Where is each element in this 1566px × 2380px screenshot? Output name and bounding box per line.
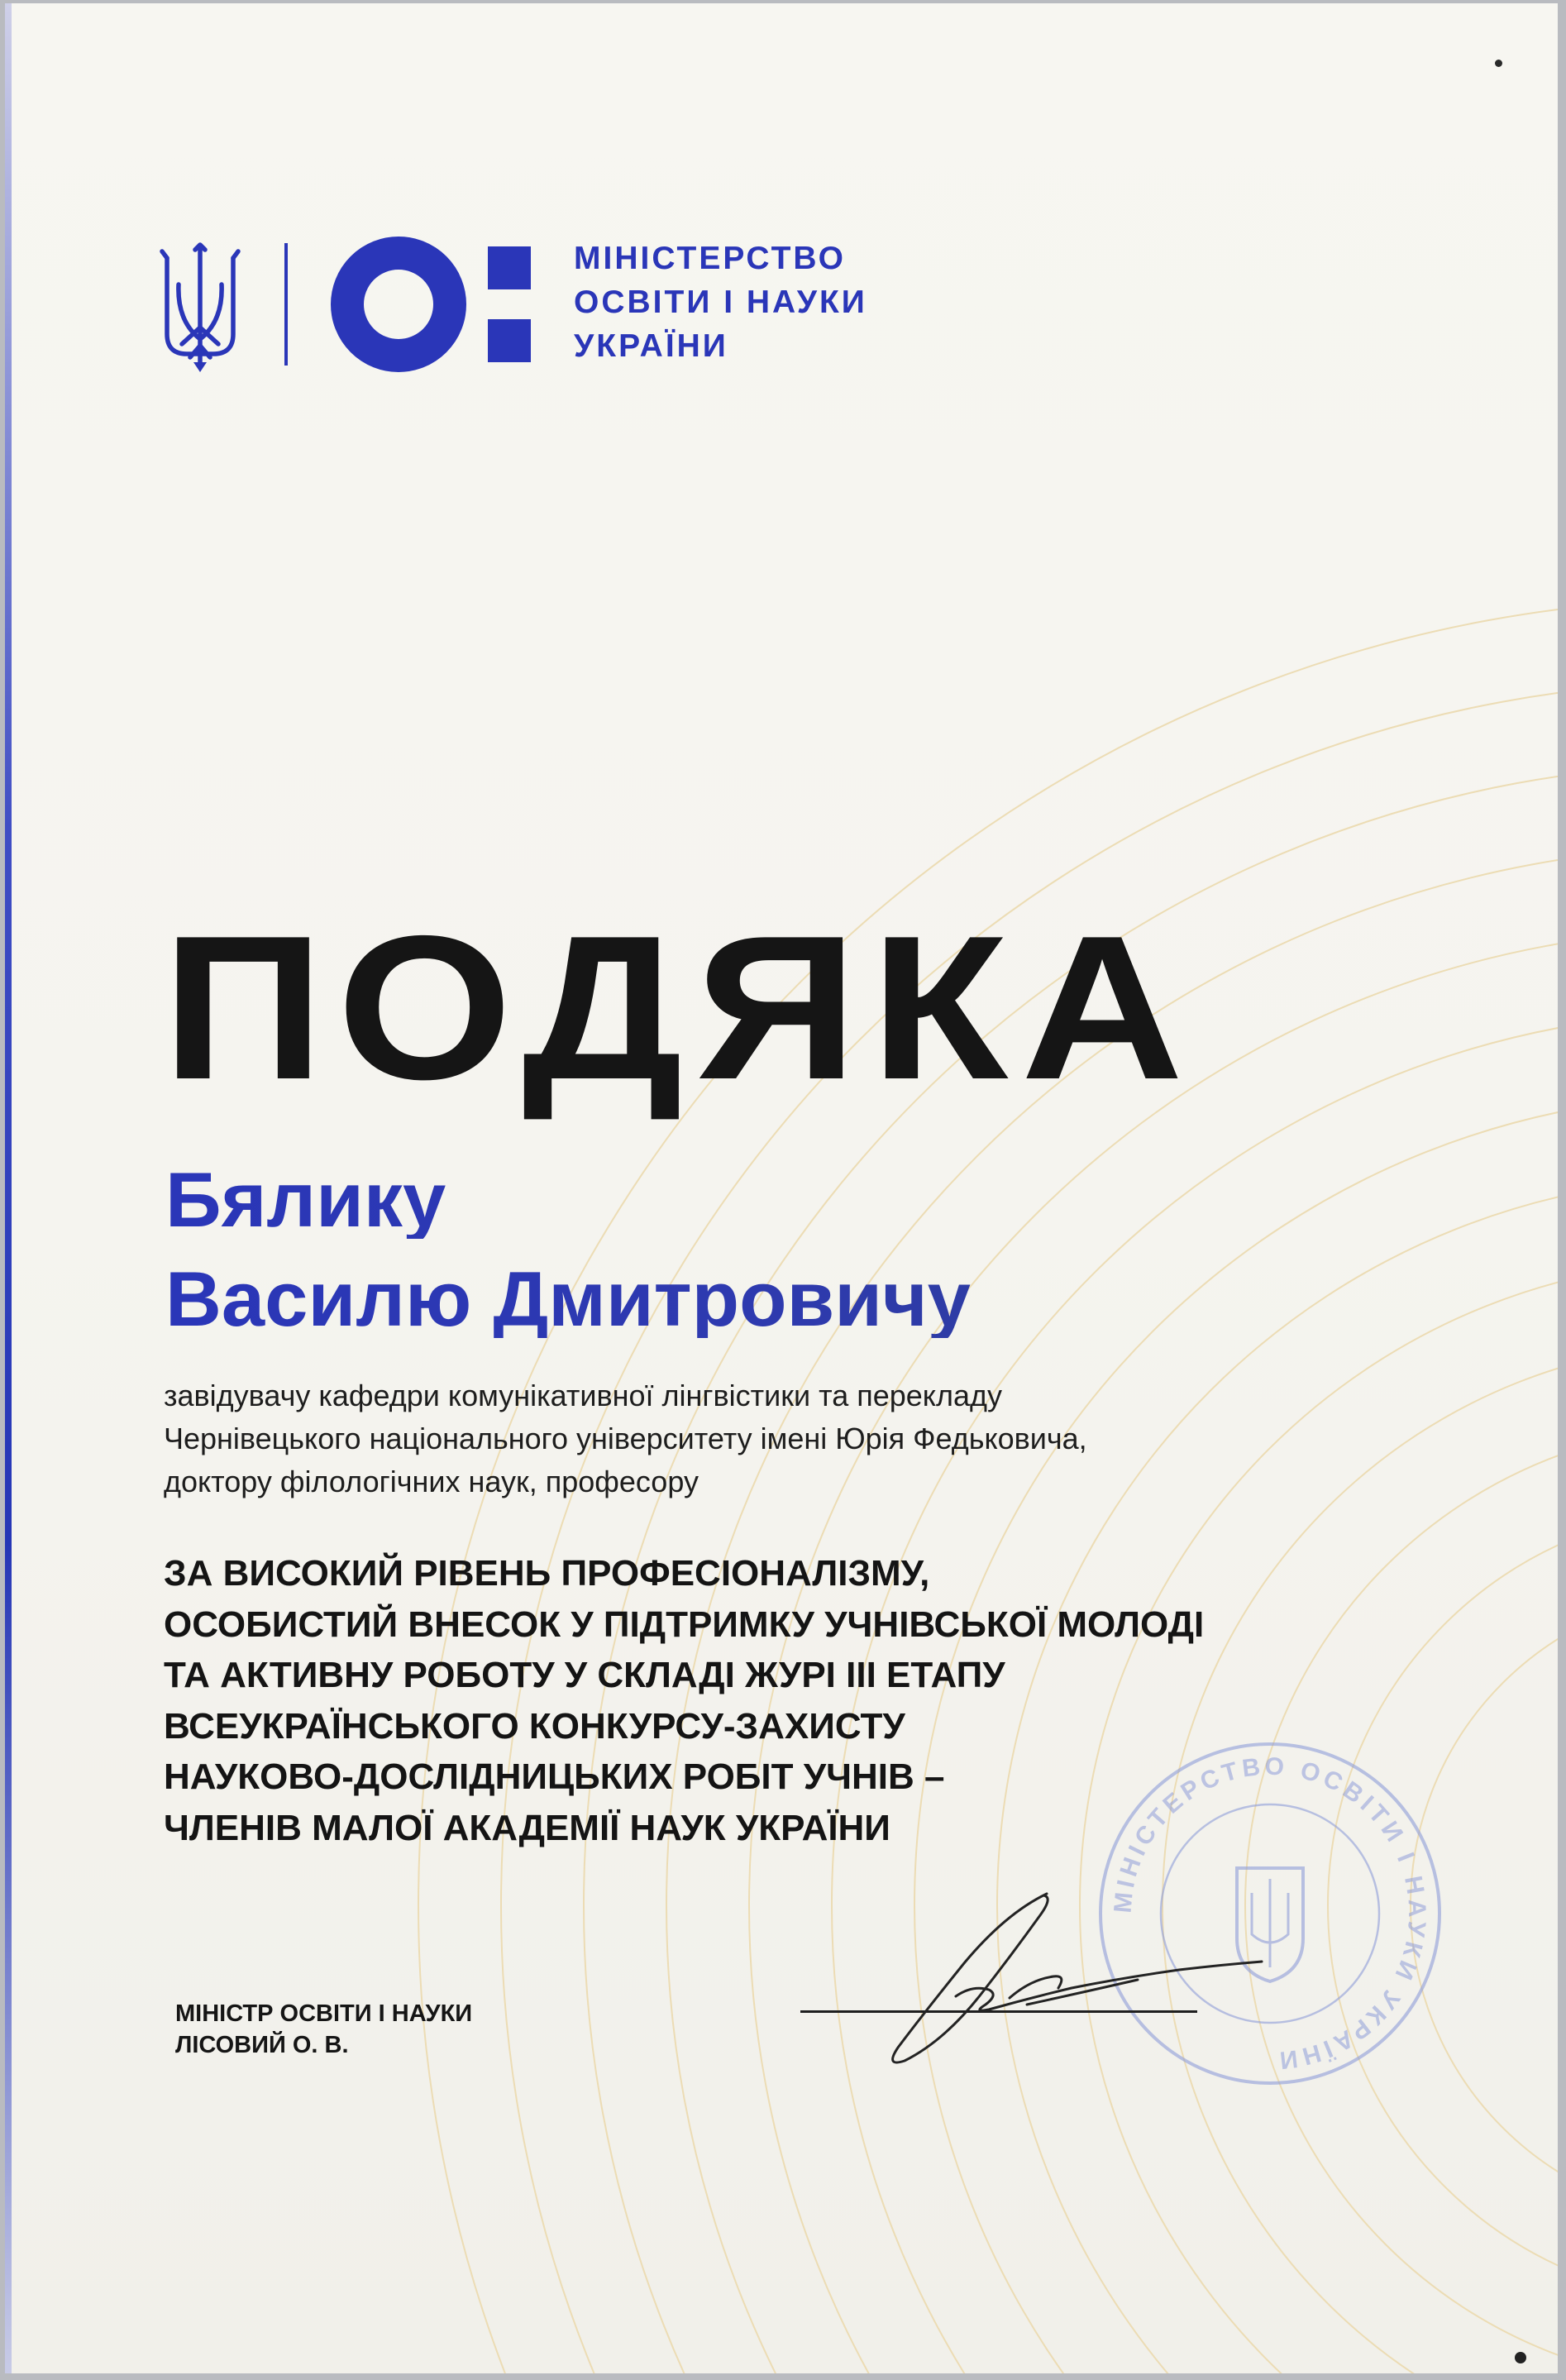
reason-line: ТА АКТИВНУ РОБОТУ У СКЛАДІ ЖУРІ ІІІ ЕТАПУ	[164, 1655, 1005, 1695]
logo-divider	[284, 243, 288, 366]
ministry-name-line: ОСВІТИ І НАУКИ	[574, 284, 867, 320]
signatory	[175, 1998, 638, 2061]
reason-line: НАУКОВО-ДОСЛІДНИЦЬКИХ РОБІТ УЧНІВ –	[164, 1756, 945, 1797]
mon-logo-icon	[331, 235, 537, 374]
reason-line: ОСОБИСТИЙ ВНЕСОК У ПІДТРИМКУ УЧНІВСЬКОЇ МОЛОДІ	[164, 1603, 1205, 1645]
recipient-position	[164, 1374, 1338, 1503]
paper-speck	[1495, 60, 1502, 67]
signature-icon	[865, 1864, 1295, 2079]
document-title: ПОДЯКА	[162, 892, 1197, 1122]
ministry-name-line: МІНІСТЕРСТВО	[574, 241, 846, 276]
recipient-given-names: Василю Дмитровичу	[165, 1260, 1240, 1338]
position-line: завідувачу кафедри комунікативної лінгвістики та перекладу	[164, 1379, 1002, 1412]
reason-line: ЗА ВИСОКИЙ РІВЕНЬ ПРОФЕСІОНАЛІЗМУ,	[164, 1553, 930, 1594]
ministry-name-line: УКРАЇНИ	[574, 328, 728, 364]
reason-line: ЧЛЕНІВ МАЛОЇ АКАДЕМІЇ НАУК УКРАЇНИ	[164, 1807, 890, 1848]
ukraine-trident-icon	[159, 241, 241, 374]
certificate-page	[5, 3, 1558, 2373]
recipient-surname: Бялику	[165, 1161, 1240, 1239]
position-line: Чернівецького національного університету імені Юрія Федьковича,	[164, 1422, 1087, 1455]
paper-speck	[1515, 2352, 1526, 2363]
seal-text: МІНІСТЕРСТВО ОСВІТИ І НАУКИ УКРАЇНИ	[1109, 1752, 1431, 2075]
ministry-name	[574, 237, 921, 368]
reason-line: ВСЕУКРАЇНСЬКОГО КОНКУРСУ-ЗАХИСТУ	[164, 1705, 905, 1747]
position-line: доктору філологічних наук, професору	[164, 1465, 699, 1498]
signatory-title: МІНІСТР ОСВІТИ І НАУКИ	[175, 2000, 473, 2027]
signatory-name: ЛІСОВИЙ О. В.	[175, 2032, 349, 2058]
